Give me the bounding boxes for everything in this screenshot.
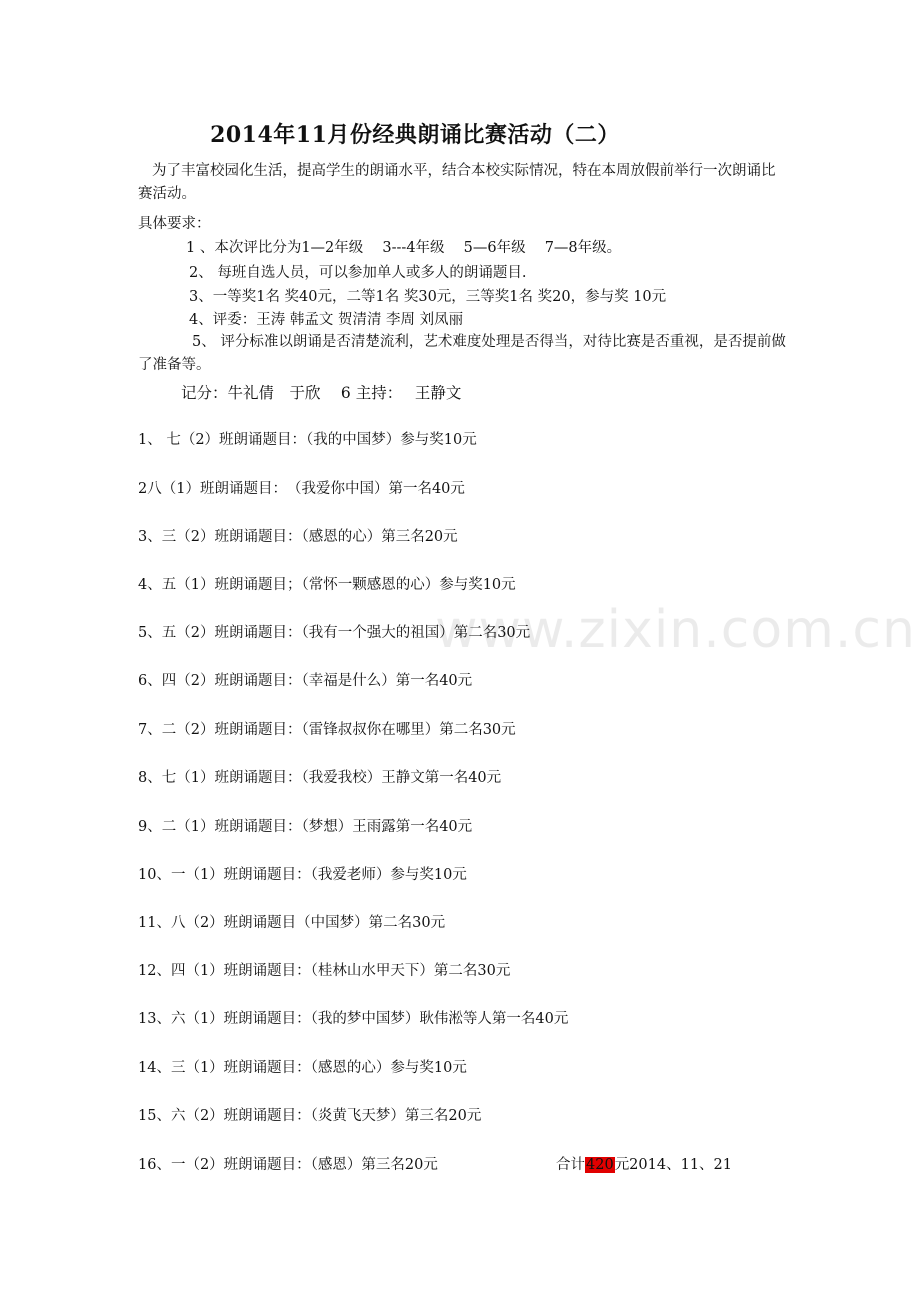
total-line [556,1153,732,1174]
list-item: 12、四（1）班朗诵题目：（桂林山水甲天下）第二名30元 [138,963,511,979]
list-item: 6、四（2）班朗诵题目：（幸福是什么）第一名40元 [138,673,473,689]
list-item: 14、三（1）班朗诵题目：（感恩的心）参与奖10元 [138,1060,467,1076]
list-item: 8、七（1）班朗诵题目：（我爱我校）王静文第一名40元 [138,770,502,786]
requirement-1: 1 、本次评比分为1—2年级 3---4年级 5—6年级 7—8年级。 [186,240,622,256]
list-item: 9、二（1）班朗诵题目：（梦想）王雨露第一名40元 [138,819,473,835]
requirement-4: 4、评委：王涛 韩孟文 贺清清 李周 刘凤丽 [189,312,464,328]
total-amount: 420 [586,1157,614,1173]
list-item: 15、六（2）班朗诵题目：（炎黄飞天梦）第三名20元 [138,1108,482,1124]
list-item: 16、一（2）班朗诵题目：（感恩）第三名20元 [138,1157,438,1173]
requirement-3: 3、一等奖1名 奖40元，二等1名 奖30元，三等奖1名 奖20，参与奖 10元 [189,289,667,305]
list-item: 10、一（1）班朗诵题目：（我爱老师）参与奖10元 [138,867,467,883]
list-item: 2八（1）班朗诵题目： （我爱你中国）第一名40元 [138,481,465,497]
list-item: 5、五（2）班朗诵题目：（我有一个强大的祖国）第二名30元 [138,625,531,641]
total-prefix: 合计 [556,1157,585,1173]
list-item: 7、二（2）班朗诵题目：（雷锋叔叔你在哪里）第二名30元 [138,722,516,738]
list-item: 3、三（2）班朗诵题目：（感恩的心）第三名20元 [138,529,458,545]
scoring-host-line: 记分：牛礼倩 于欣 6 主持： 王静文 [181,384,462,402]
total-suffix: 元2014、11、21 [614,1157,732,1173]
list-item: 11、八（2）班朗诵题目（中国梦）第二名30元 [138,915,446,931]
page-title: 2014年11月份经典朗诵比赛活动（二） [210,122,620,148]
requirements-label: 具体要求： [138,216,211,232]
requirement-2: 2、 每班自选人员，可以参加单人或多人的朗诵题目. [189,265,527,281]
list-item: 13、六（1）班朗诵题目：（我的梦中国梦）耿伟淞等人第一名40元 [138,1011,569,1027]
intro-paragraph: 为了丰富校园化生活，提高学生的朗诵水平，结合本校实际情况，特在本周放假前举行一次朗诵比赛活动。 [138,163,776,202]
requirement-5: 5、 评分标准以朗诵是否清楚流利，艺术难度处理是否得当，对待比赛是否重视，是否提前做了准备等。 [138,334,786,373]
list-item: 1、 七（2）班朗诵题目：（我的中国梦）参与奖10元 [138,432,477,448]
watermark: www.zixin.com.cn [435,600,916,660]
list-item: 4、五（1）班朗诵题目；（常怀一颗感恩的心）参与奖10元 [138,577,516,593]
